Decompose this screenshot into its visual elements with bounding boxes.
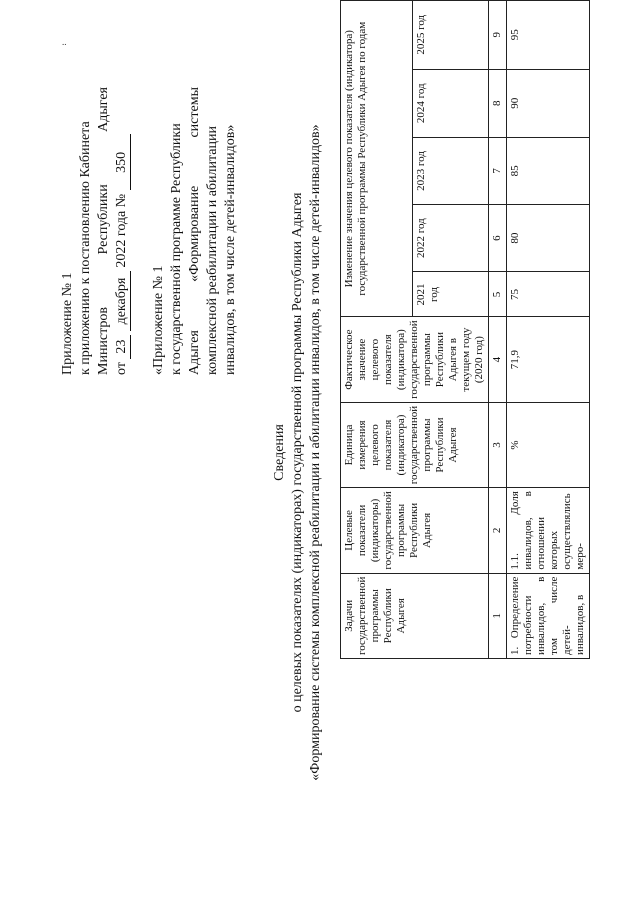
column-number: 2 <box>489 488 507 573</box>
actual-value-cell: 71,9 <box>507 317 590 402</box>
header-targets: Целевые показатели (индикаторы) государственной программы Республики Адыгея <box>341 488 489 573</box>
header-unit: Единица измерения целевого показателя (индикатора) государственной программы Республики Адыгея <box>341 402 489 487</box>
target-cell: 1.1. Доля инвалидов, в отношении которых осуществлялись меро- <box>507 488 590 573</box>
appendix-number: Приложение № 1 <box>60 272 75 375</box>
document-number: 350 <box>114 134 131 190</box>
task-cell: 1. Определение потребности инвалидов, в том числе детей-инвалидов, в <box>507 573 590 658</box>
column-number: 6 <box>489 204 507 272</box>
header-tasks: Задачи государственной программы Республики Адыгея <box>341 573 489 658</box>
year-value-cell: 80 <box>507 204 590 272</box>
column-number: 4 <box>489 317 507 402</box>
header-year: 2025 год <box>412 1 488 70</box>
column-number: 7 <box>489 138 507 205</box>
column-number: 8 <box>489 69 507 137</box>
year-value-cell: 90 <box>507 69 590 137</box>
date-month: декабря <box>114 271 131 331</box>
document-subtitle: «Формирование системы комплексной реабилитации и абилитации инвалидов, в том числе детей-инвалидов» <box>308 124 323 781</box>
appendix-ref-line: Министров Республики Адыгея <box>96 87 111 375</box>
document-title: Сведения <box>272 424 287 481</box>
year-value-cell: 75 <box>507 272 590 317</box>
table-row <box>507 1 590 659</box>
unit-cell: % <box>507 402 590 487</box>
program-appendix-line: к государственной программе Республики <box>169 123 184 375</box>
indicators-table <box>340 0 590 659</box>
header-year: 2023 год <box>412 138 488 205</box>
document-subtitle: о целевых показателях (индикаторах) государственной программы Республики Адыгея <box>290 192 305 713</box>
program-appendix-line: Адыгея «Формирование системы <box>187 87 202 375</box>
column-number: 5 <box>489 272 507 317</box>
column-number: 1 <box>489 573 507 658</box>
appendix-date-line: от 23 декабря 2022 года № 350 <box>114 134 131 375</box>
date-day: 23 <box>114 335 131 359</box>
program-appendix-line: комплексной реабилитации и абилитации <box>205 126 220 375</box>
header-year: 2024 год <box>412 69 488 137</box>
header-change-by-year: Изменение значения целевого показателя (индикатора) государственной программы Республики Адыгея по годам <box>341 1 413 317</box>
program-appendix-line: инвалидов, в том числе детей-инвалидов» <box>223 124 238 375</box>
header-year: 2021 год <box>412 272 488 317</box>
column-number: 9 <box>489 1 507 70</box>
column-number: 3 <box>489 402 507 487</box>
scan-mark: .. <box>62 37 67 47</box>
program-appendix-number: «Приложение № 1 <box>151 265 166 375</box>
header-actual: Фактическое значение целевого показателя (индикатора) государственной программы Республики Адыгея в текущем году (2020 год) <box>341 317 489 402</box>
header-year: 2022 год <box>412 204 488 272</box>
year-value-cell: 85 <box>507 138 590 205</box>
year-value-cell: 95 <box>507 1 590 70</box>
appendix-ref-line: к приложению к постановлению Кабинета <box>78 121 93 375</box>
